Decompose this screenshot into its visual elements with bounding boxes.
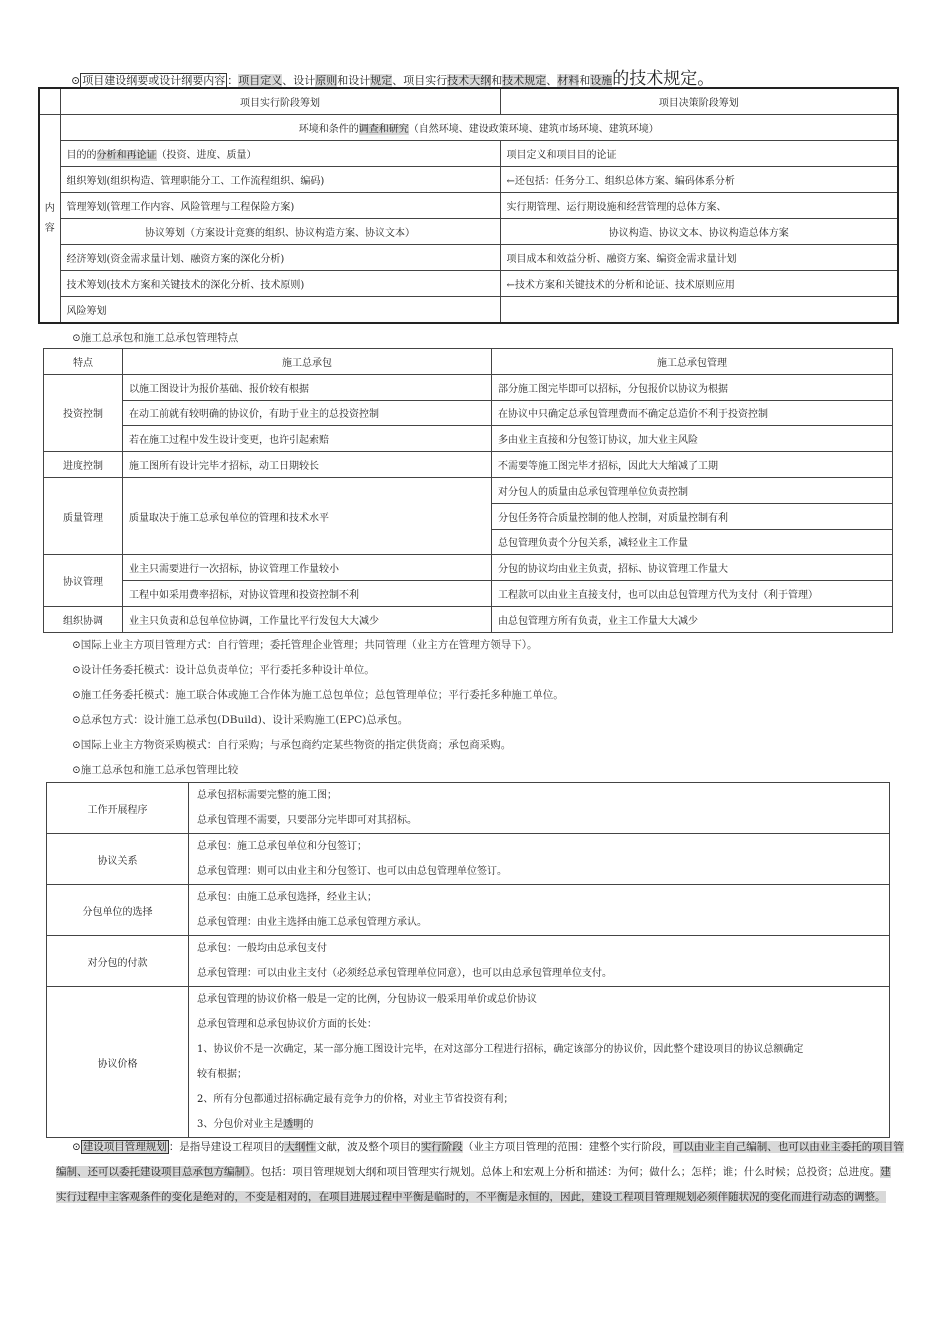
- table-cell: 质量取决于施工总承包单位的管理和技术水平: [123, 477, 492, 554]
- table-cell: 项目成本和效益分析、融资方案、编资金需求量计划: [500, 245, 898, 271]
- final-boxed-term: 建设项目管理规划: [82, 1141, 167, 1153]
- heading-text: 项目定义: [238, 74, 283, 87]
- table-cell: 风险筹划: [60, 297, 500, 324]
- cell-text: 较有根据；: [197, 1069, 247, 1080]
- paragraph-text: 。包括：项目管理规划大纲和项目管理实行规划。总体上和宏观上分析和描述：为何；做什么；怎样；谁；什么时候；总投资；总进度。: [250, 1166, 881, 1178]
- final-paragraph-line: [56, 1164, 950, 1179]
- table-row: [47, 936, 890, 987]
- group-label: 进度控制: [44, 452, 123, 478]
- table-row: [44, 606, 893, 632]
- final-paragraph-line: [56, 1189, 950, 1204]
- side-label: [39, 115, 60, 324]
- table-cell: 协议构造、协议文本、协议构造总体方案: [500, 219, 898, 245]
- table-cell: [60, 115, 898, 141]
- cell-text: 总承包：施工总承包单位和分包签订；: [197, 841, 367, 852]
- bullet-line: ⊙总承包方式：设计施工总承包(DBuild)、设计采购施工(EPC)总承包。: [72, 714, 409, 726]
- table-row: [44, 555, 893, 581]
- table-row: [39, 245, 898, 271]
- cell-text: 调查和研究: [358, 124, 409, 135]
- table-row: [44, 426, 893, 452]
- heading-text: 技术大纲: [447, 74, 492, 87]
- table-cell: 实行期管理、运行期设施和经营管理的总体方案、: [500, 193, 898, 219]
- table-cell: 若在施工过程中发生设计变更，也许引起索赔: [123, 426, 492, 452]
- table-cell: 项目定义和项目目的论证: [500, 141, 898, 167]
- heading-text: 规定: [370, 74, 393, 87]
- heading-text: 和: [491, 74, 503, 87]
- table-cell: [189, 936, 890, 987]
- table-row: [39, 167, 898, 193]
- table-cell: 在协议中只确定总承包管理费而不确定总造价不利于投资控制: [492, 400, 893, 426]
- table-cell: 管理筹划(管理工作内容、风险管理与工程保险方案): [60, 193, 500, 219]
- table-row: [44, 477, 893, 503]
- table-cell: [189, 834, 890, 885]
- cell-text: 总承包管理不需要，只要部分完毕即可对其招标。: [197, 815, 417, 826]
- cell-text: 总承包招标需要完整的施工图；: [197, 790, 337, 801]
- heading-text: 技术规定: [502, 74, 547, 87]
- final-paragraph-line: [72, 1139, 950, 1154]
- paragraph-text: 实行阶段: [420, 1141, 463, 1153]
- table-cell: 对分包人的质量由总承包管理单位负责控制: [492, 477, 893, 503]
- table-cell: ←还包括：任务分工、组织总体方案、编码体系分析: [500, 167, 898, 193]
- table-cell: [189, 987, 890, 1138]
- heading-text: 原则: [315, 74, 338, 87]
- cell-text: 总承包管理的协议价格一般是一定的比例，分包协议一般采用单价或总价协议: [197, 994, 537, 1005]
- table-cell: 部分施工图完毕即可以招标，分包报价以协议为根据: [492, 374, 893, 400]
- column-header: 施工总承包管理: [492, 349, 893, 375]
- cell-text: 3、分包价对业主是: [197, 1119, 284, 1130]
- cell-text: （自然环境、建设政策环境、建筑市场环境、建筑环境）: [408, 124, 659, 135]
- cell-text: 目的的: [66, 150, 97, 161]
- group-label: 质量管理: [44, 477, 123, 554]
- cell-text: 1、协议价不是一次确定，某一部分施工图设计完毕，在对这部分工程进行招标，确定该部分的协议价，因此整个建设项目的协议总额确定: [197, 1044, 804, 1055]
- table-row: [47, 885, 890, 936]
- column-header: 特点: [44, 349, 123, 375]
- table-row: [44, 349, 893, 375]
- table-cell: [60, 141, 500, 167]
- cell-text: 总承包管理：由业主选择由施工总承包管理方承认。: [197, 917, 427, 928]
- table-cell: 业主只需要进行一次招标，协议管理工作量较小: [123, 555, 492, 581]
- side-label-text: 容: [44, 222, 55, 234]
- table-row: [44, 581, 893, 607]
- table-row: [39, 219, 898, 245]
- table-cell: 施工图所有设计完毕才招标，动工日期较长: [123, 452, 492, 478]
- table-cell: 业主只负责和总包单位协调，工作量比平行发包大大减少: [123, 606, 492, 632]
- heading-text: 材料: [557, 74, 580, 87]
- table-row: [39, 88, 898, 115]
- column-header: 项目决策阶段筹划: [500, 88, 898, 115]
- bullet-line: ⊙国际上业主方项目管理方式：自行管理；委托管理企业管理；共同管理（业主方在管理方领导下）。: [72, 639, 538, 651]
- group-label: 协议管理: [44, 555, 123, 607]
- heading-text: 和: [579, 74, 591, 87]
- heading-text: 和设计: [337, 74, 371, 87]
- paragraph-text: ：是指导建设工程项目的: [168, 1141, 285, 1153]
- cell-text: 的: [303, 1119, 314, 1130]
- bullet-line: ⊙设计任务委托模式：设计总负责单位；平行委托多种设计单位。: [72, 664, 375, 676]
- group-label: 组织协调: [44, 606, 123, 632]
- paragraph-text: 大纲性: [284, 1141, 316, 1153]
- table-cell: [189, 885, 890, 936]
- table-row: [39, 115, 898, 141]
- row-key: 工作开展程序: [47, 783, 189, 834]
- table-row: [39, 297, 898, 324]
- heading-text: 、设计: [282, 74, 316, 87]
- table-row: [44, 452, 893, 478]
- table-row: [47, 834, 890, 885]
- heading-text: 、项目实行: [392, 74, 448, 87]
- table-cell: 多由业主直接和分包签订协议，加大业主风险: [492, 426, 893, 452]
- cell-text: 总承包管理：可以由业主支付（必须经总承包管理单位同意），也可以由总承包管理单位支付。: [197, 968, 612, 979]
- row-key: 协议关系: [47, 834, 189, 885]
- table-cell: [39, 88, 60, 115]
- paragraph-text: 可以由业主自己编制、也可以由业主委托的项目管: [672, 1141, 904, 1153]
- cell-text: （投资、进度、质量）: [156, 150, 257, 161]
- column-header: 项目实行阶段筹划: [60, 88, 500, 115]
- row-key: 分包单位的选择: [47, 885, 189, 936]
- table-cell: 由总包管理方所有负责，业主工作量大大减少: [492, 606, 893, 632]
- table-row: [44, 400, 893, 426]
- heading-big-text: 的技术规定。: [612, 69, 715, 89]
- column-header: 施工总承包: [123, 349, 492, 375]
- table-cell: 协议筹划（方案设计竞赛的组织、协议构造方案、协议文本）: [60, 219, 500, 245]
- heading-text: ：: [227, 74, 239, 87]
- bullet-line: ⊙施工总承包和施工总承包管理比较: [72, 764, 239, 776]
- comparison-table: [46, 782, 890, 1138]
- paragraph-text: 建: [880, 1166, 891, 1178]
- cell-text: 总承包：一般均由总承包支付: [197, 943, 327, 954]
- paragraph-text: 编制、还可以委托建设项目总承包方编制）: [56, 1166, 251, 1178]
- cell-text: 环境和条件的: [298, 124, 359, 135]
- table-cell: 组织筹划(组织构造、管理职能分工、工作流程组织、编码): [60, 167, 500, 193]
- heading-boxed-term: 项目建设纲要或设计纲要内容: [82, 74, 226, 87]
- comparison-features-table: [43, 348, 893, 633]
- group-label: 投资控制: [44, 374, 123, 451]
- bullet-line: ⊙施工任务委托模式：施工联合体或施工合作体为施工总包单位；总包管理单位；平行委托多种施工单位。: [72, 689, 564, 701]
- bullet-icon: ⊙: [71, 74, 81, 87]
- cell-text: 总承包管理：则可以由业主和分包签订、也可以由总包管理单位签订。: [197, 866, 507, 877]
- table-cell: 技术筹划(技术方案和关键技术的深化分析、技术原则): [60, 271, 500, 297]
- cell-text: 透明: [283, 1119, 304, 1130]
- cell-text: 2、所有分包都通过招标确定最有竞争力的价格，对业主节省投资有利；: [197, 1094, 514, 1105]
- table-row: [39, 193, 898, 219]
- table-cell: 不需要等施工图完毕才招标，因此大大缩减了工期: [492, 452, 893, 478]
- row-key: 对分包的付款: [47, 936, 189, 987]
- table-cell: 工程中如采用费率招标，对协议管理和投资控制不利: [123, 581, 492, 607]
- table-cell: [500, 297, 898, 324]
- cell-text: 总承包：由施工总承包选择，经业主认；: [197, 892, 377, 903]
- paragraph-text: 文献，波及整个项目的: [315, 1141, 421, 1153]
- table-row: [39, 271, 898, 297]
- planning-table: [38, 87, 899, 324]
- table-cell: 以施工图设计为报价基础、报价较有根据: [123, 374, 492, 400]
- bullet-line: ⊙国际上业主方物资采购模式：自行采购；与承包商约定某些物资的指定供货商；承包商采购。: [72, 739, 512, 751]
- cell-text: 分析和再论证: [96, 150, 157, 161]
- table-row: [44, 374, 893, 400]
- table-cell: 工程款可以由业主直接支付，也可以由总包管理方代为支付（利于管理）: [492, 581, 893, 607]
- paragraph-text: （业主方项目管理的范围：建整个实行阶段，: [462, 1141, 673, 1153]
- table-cell: 经济筹划(资金需求量计划、融资方案的深化分析): [60, 245, 500, 271]
- table-cell: 在动工前就有较明确的协议价，有助于业主的总投资控制: [123, 400, 492, 426]
- table-cell: 总包管理负责个分包关系，减轻业主工作量: [492, 529, 893, 555]
- row-key: 协议价格: [47, 987, 189, 1138]
- heading-text: 设施: [590, 74, 613, 87]
- section-title: ⊙施工总承包和施工总承包管理特点: [72, 332, 239, 344]
- table-row: [47, 783, 890, 834]
- table-cell: 分包的协议均由业主负责，招标、协议管理工作量大: [492, 555, 893, 581]
- table-cell: 分包任务符合质量控制的他人控制，对质量控制有利: [492, 503, 893, 529]
- table-cell: ←技术方案和关键技术的分析和论证、技术原则应用: [500, 271, 898, 297]
- table-cell: [189, 783, 890, 834]
- bullet-icon: ⊙: [72, 1141, 81, 1153]
- side-label-text: 内: [44, 202, 55, 214]
- heading-text: 、: [546, 74, 558, 87]
- cell-text: [197, 1112, 881, 1137]
- table-row: [47, 987, 890, 1138]
- table-row: [39, 141, 898, 167]
- cell-text: 总承包管理和总承包协议价方面的长处：: [197, 1019, 377, 1030]
- heading-line: [71, 64, 714, 89]
- paragraph-text: 实行过程中主客观条件的变化是绝对的，不变是相对的，在项目进展过程中平衡是临时的，不平衡是永恒的，因此，建设工程项目管理规划必须伴随状况的变化而进行动态的调整。: [56, 1191, 886, 1203]
